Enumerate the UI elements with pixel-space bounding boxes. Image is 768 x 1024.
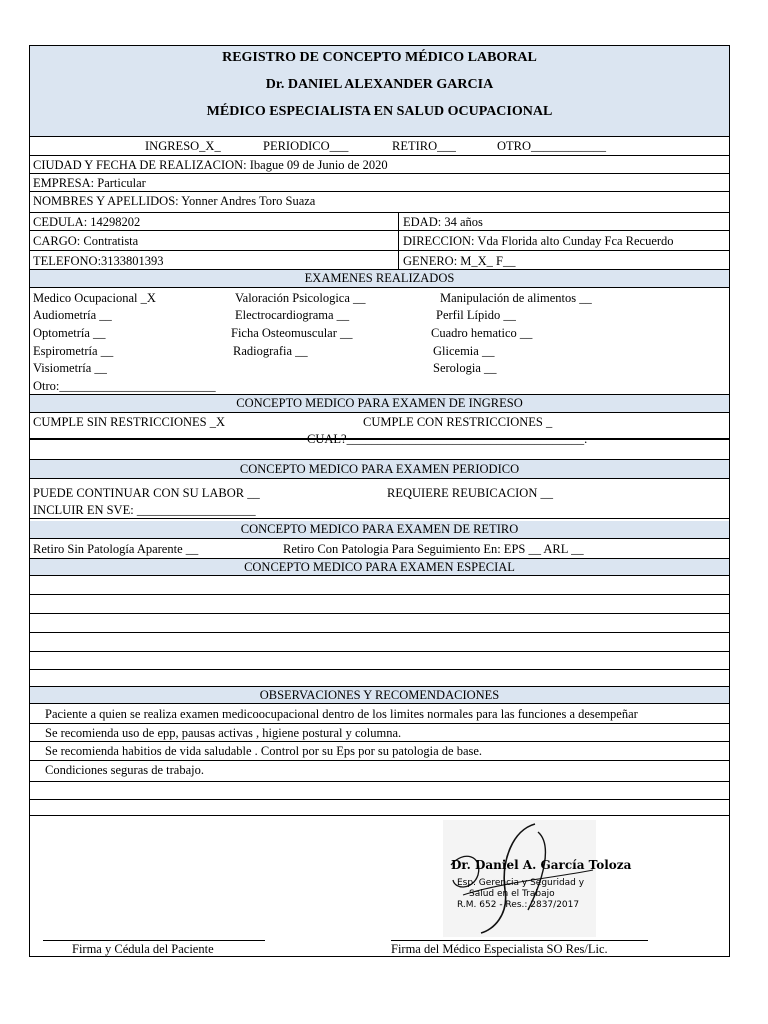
especial-line <box>30 576 729 595</box>
cedula-edad-row <box>30 213 729 231</box>
exam-valoracion-psicologica: Valoración Psicologica __ <box>235 291 366 305</box>
especial-line <box>30 595 729 614</box>
column-divider <box>398 251 399 269</box>
nombres-apellidos: NOMBRES Y APELLIDOS: Yonner Andres Toro Suaza <box>33 194 316 208</box>
doctor-name: Dr. DANIEL ALEXANDER GARCIA <box>265 77 494 92</box>
edad: EDAD: 34 años <box>403 215 483 229</box>
observacion-row <box>30 782 729 800</box>
observacion-row <box>30 742 729 761</box>
observaciones-title: OBSERVACIONES Y RECOMENDACIONES <box>30 687 729 704</box>
exam-espirometria: Espirometría __ <box>33 344 114 358</box>
stamp-line-3: Salud en el Trabajo <box>469 889 555 899</box>
column-divider <box>398 213 399 230</box>
telefono: TELEFONO:3133801393 <box>33 254 164 268</box>
cedula: CEDULA: 14298202 <box>33 215 141 229</box>
especial-line <box>30 633 729 652</box>
exam-visiometria: Visiometría __ <box>33 361 107 375</box>
periodico-title: CONCEPTO MEDICO PARA EXAMEN PERIODICO <box>30 460 729 479</box>
exam-audiometria: Audiometría __ <box>33 308 112 322</box>
cumple-con-restricciones: CUMPLE CON RESTRICCIONES _ <box>363 415 553 429</box>
form-header <box>30 46 729 137</box>
empresa: EMPRESA: Particular <box>33 176 146 190</box>
periodico-body <box>30 479 729 519</box>
requiere-reubicacion: REQUIERE REUBICACION __ <box>387 486 553 500</box>
column-divider <box>398 231 399 250</box>
exam-serologia: Serologia __ <box>433 361 497 375</box>
cargo: CARGO: Contratista <box>33 234 139 248</box>
especial-title: CONCEPTO MEDICO PARA EXAMEN ESPECIAL <box>30 559 729 576</box>
observacion-row <box>30 800 729 816</box>
exam-cuadro-hematico: Cuadro hematico __ <box>431 326 533 340</box>
patient-signature-line <box>43 940 265 941</box>
empresa-row <box>30 174 729 192</box>
retiro-title: CONCEPTO MEDICO PARA EXAMEN DE RETIRO <box>30 521 729 539</box>
examenes-list <box>30 288 729 395</box>
exam-type-periodico: PERIODICO___ <box>263 139 349 153</box>
telefono-genero-row <box>30 251 729 270</box>
genero: GENERO: M_X_ F__ <box>403 254 516 268</box>
exam-electrocardiograma: Electrocardiograma __ <box>235 308 350 322</box>
retiro-con-patologia: Retiro Con Patologia Para Seguimiento En: EPS __ ARL __ <box>283 542 584 556</box>
especial-line <box>30 652 729 670</box>
exam-ficha-osteomuscular: Ficha Osteomuscular __ <box>231 326 353 340</box>
observacion-row <box>30 724 729 742</box>
observacion-2: Se recomienda uso de epp, pausas activas , higiene postural y columna. <box>45 726 402 740</box>
cual-field: CUAL?______________________________________. <box>307 432 588 446</box>
exam-otro: Otro:_________________________ <box>33 379 216 393</box>
exam-medico-ocupacional: Medico Ocupacional _X <box>33 291 156 305</box>
examenes-title: EXAMENES REALIZADOS <box>30 270 729 288</box>
form-title: REGISTRO DE CONCEPTO MÉDICO LABORAL <box>222 50 537 65</box>
observacion-3: Se recomienda habitios de vida saludable . Control por su Eps por su patologia de base. <box>45 744 483 758</box>
puede-continuar: PUEDE CONTINUAR CON SU LABOR __ <box>33 486 260 500</box>
nombres-row <box>30 192 729 213</box>
stamp-line-4: R.M. 652 - Res.: 2837/2017 <box>457 900 580 910</box>
especial-line <box>30 614 729 633</box>
retiro-sin-patologia: Retiro Sin Patología Aparente __ <box>33 542 199 556</box>
observacion-4: Condiciones seguras de trabajo. <box>45 763 204 777</box>
cumple-sin-restricciones: CUMPLE SIN RESTRICCIONES _X <box>33 415 226 429</box>
signature-area <box>30 816 729 956</box>
exam-type-ingreso: INGRESO_X_ <box>145 139 221 153</box>
observacion-1: Paciente a quien se realiza examen medicoocupacional dentro de los limites normales para las funciones a desempeñar <box>45 707 638 721</box>
ciudad-fecha-row <box>30 156 729 174</box>
exam-type-retiro: RETIRO___ <box>392 139 456 153</box>
exam-type-otro: OTRO____________ <box>497 139 607 153</box>
doctor-signature-stamp <box>443 820 632 937</box>
medical-form <box>29 45 730 957</box>
exam-radiografia: Radiografia __ <box>233 344 308 358</box>
stamp-line-2: Esp. Gerencia y Seguridad y <box>457 878 585 888</box>
exam-type-row <box>30 137 729 156</box>
observacion-row <box>30 761 729 782</box>
doctor-signature-line <box>391 940 648 941</box>
direccion: DIRECCION: Vda Florida alto Cunday Fca Recuerdo <box>403 234 674 248</box>
exam-glicemia: Glicemia __ <box>433 344 495 358</box>
patient-signature-label: Firma y Cédula del Paciente <box>72 942 214 956</box>
especial-line <box>30 670 729 687</box>
exam-optometria: Optometría __ <box>33 326 106 340</box>
doctor-specialty: MÉDICO ESPECIALISTA EN SALUD OCUPACIONAL <box>206 104 553 119</box>
ciudad-fecha: CIUDAD Y FECHA DE REALIZACION: Ibague 09 de Junio de 2020 <box>33 158 388 172</box>
exam-manipulacion-alimentos: Manipulación de alimentos __ <box>440 291 592 305</box>
exam-perfil-lipido: Perfil Lípido __ <box>436 308 516 322</box>
cargo-direccion-row <box>30 231 729 251</box>
observacion-row <box>30 704 729 724</box>
stamp-name: Dr. Daniel A. García Toloza <box>451 858 632 872</box>
ingreso-title: CONCEPTO MEDICO PARA EXAMEN DE INGRESO <box>30 395 729 413</box>
ingreso-empty-row <box>30 439 729 460</box>
incluir-sve: INCLUIR EN SVE: ___________________ <box>33 503 256 517</box>
doctor-signature-label: Firma del Médico Especialista SO Res/Lic. <box>391 942 608 956</box>
retiro-body <box>30 539 729 559</box>
